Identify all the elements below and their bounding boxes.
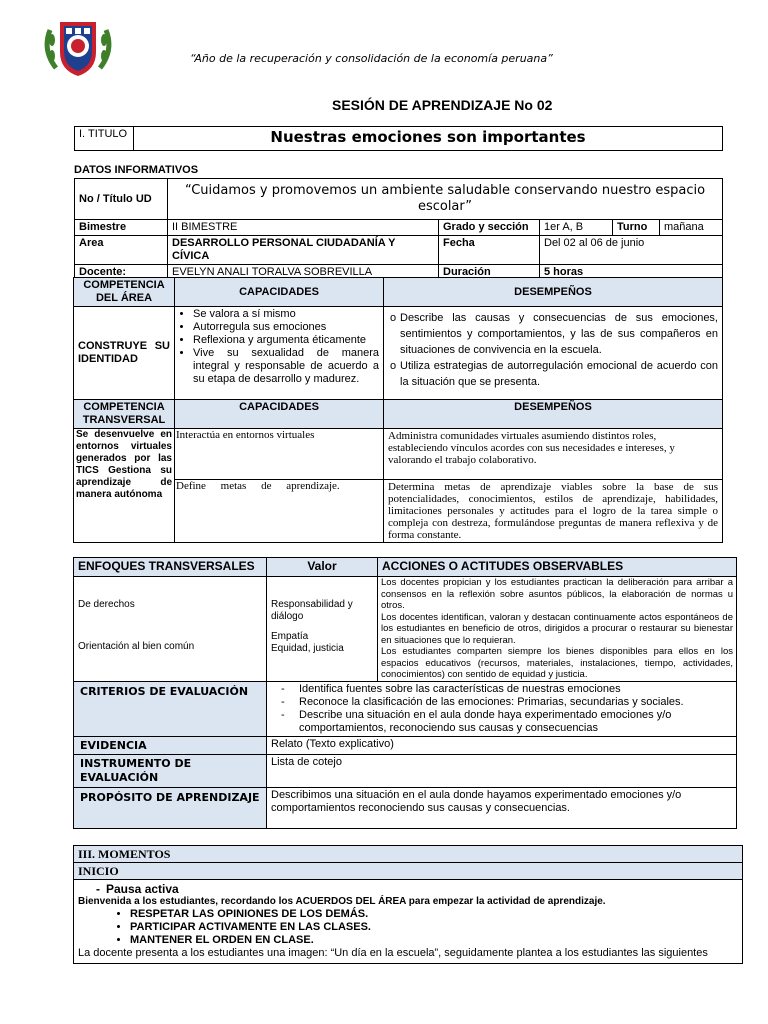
desempenos2-header: DESEMPEÑOS — [384, 400, 723, 429]
list-item: - Identifica fuentes sobre las características de nuestras emociones — [299, 683, 732, 696]
presenta-text: La docente presenta a los estudiantes una imagen: “Un día en la escuela”, seguidamente plantea a los estudiantes las siguientes — [78, 947, 708, 959]
acciones-cell — [378, 577, 737, 682]
evidencia-value: Relato (Texto explicativo) — [267, 736, 737, 754]
dash-marker: - — [96, 882, 100, 896]
list-item: - Reconoce la clasificación de las emociones: Primarias, secundarias y sociales. — [299, 696, 732, 709]
turno-value: mañana — [660, 220, 723, 236]
criterios-cell — [267, 681, 737, 736]
list-item: - Describe una situación en el aula donde haya experimentado emociones y/o comportamientos, reconociendo sus causas y consecuencias — [299, 709, 732, 735]
transversal-header: COMPETENCIA TRANSVERSAL — [74, 400, 175, 429]
motto: “Año de la recuperación y consolidación de la economía peruana” — [190, 52, 553, 65]
docente-value: EVELYN ANALI TORALVA SOBREVILLA — [168, 265, 439, 281]
turno-label: Turno — [613, 220, 660, 236]
fecha-value: Del 02 al 06 de junio — [540, 236, 723, 265]
inicio-content — [74, 880, 743, 964]
proposito-value: Describimos una situación en el aula donde hayamos experimentado emociones y/o comportamientos reconociendo sus causas y consecuencias. — [267, 787, 737, 828]
t-capacidad-1: Interactúa en entornos virtuales — [175, 429, 384, 480]
bimestre-value: II BIMESTRE — [168, 220, 439, 236]
title-value: Nuestras emociones son importantes — [134, 127, 723, 151]
capacidades-header: CAPACIDADES — [175, 278, 384, 307]
evidencia-label: EVIDENCIA — [74, 736, 267, 754]
area-label: Area — [75, 236, 168, 265]
momentos-heading: III. MOMENTOS — [74, 846, 743, 863]
title-table — [74, 126, 723, 151]
list-item: • Se valora a sí mismo — [193, 308, 379, 321]
acciones-header: ACCIONES O ACTITUDES OBSERVABLES — [378, 558, 737, 577]
list-item: • Reflexiona y argumenta éticamente — [193, 334, 379, 347]
datos-table — [74, 178, 723, 281]
school-logo — [40, 16, 116, 80]
list-item: o Describe las causas y consecuencias de sus emociones, sentimientos y comportamientos, y las de sus compañeros en situaciones de convivencia en la escuela. — [400, 310, 718, 358]
session-title: SESIÓN DE APRENDIZAJE No 02 — [332, 97, 553, 113]
instrumento-value: Lista de cotejo — [267, 754, 737, 787]
criterios-label: CRITERIOS DE EVALUACIÓN — [74, 681, 267, 736]
fecha-label: Fecha — [439, 236, 540, 265]
valores-cell — [267, 577, 378, 682]
valor-equidad: Equidad, justicia — [271, 643, 344, 654]
proposito-label: PROPÓSITO DE APRENDIZAJE — [74, 787, 267, 828]
list-item: • RESPETAR LAS OPINIONES DE LOS DEMÁS. — [130, 908, 738, 921]
bienvenida-text: Bienvenida a los estudiantes, recordando los ACUERDOS DEL ÁREA para empezar la actividad de aprendizaje. — [78, 896, 606, 907]
area-value: DESARROLLO PERSONAL CIUDADANÍA Y CÍVICA — [168, 236, 439, 265]
list-item: • Autorregula sus emociones — [193, 321, 379, 334]
capacidades2-header: CAPACIDADES — [175, 400, 384, 429]
list-item: • MANTENER EL ORDEN EN CLASE. — [130, 934, 738, 947]
desempenos-list — [384, 307, 723, 400]
competencia-transversal: Se desenvuelve en entornos virtuales generados por las TICS Gestiona su aprendizaje de manera autónoma — [74, 429, 175, 543]
enfoque-derechos: De derechos — [78, 599, 135, 610]
list-item: o Utiliza estrategias de autorregulación emocional de acuerdo con la situación que se presenta. — [400, 358, 718, 390]
t-capacidad-2: Define metas de aprendizaje. — [175, 480, 384, 543]
grado-label: Grado y sección — [439, 220, 540, 236]
t-desempeno-2: Determina metas de aprendizaje viables sobre la base de sus potencialidades, conocimientos, estilos de aprendizaje, habilidades, limitaciones personales y actitudes para el logro de la tarea simple o compleja con destreza, formulándose preguntas de manera reflexiva y de forma constante. — [384, 480, 723, 543]
bimestre-label: Bimestre — [75, 220, 168, 236]
duracion-label: Duración — [439, 265, 540, 281]
instrumento-label: INSTRUMENTO DE EVALUACIÓN — [74, 754, 267, 787]
capacidades-list — [175, 307, 384, 400]
enfoques-header: ENFOQUES TRANSVERSALES — [74, 558, 267, 577]
valor-header: Valor — [267, 558, 378, 577]
docente-label: Docente: — [75, 265, 168, 281]
pausa-activa — [78, 882, 738, 896]
desempenos-header: DESEMPEÑOS — [384, 278, 723, 307]
competencia-construye: CONSTRUYE SU IDENTIDAD — [74, 307, 175, 400]
enfoques-table — [73, 557, 737, 829]
competencia-header: COMPETENCIA DEL ÁREA — [74, 278, 175, 307]
accion-1: Los docentes propician y los estudiantes practican la deliberación para arribar a consensos en la reflexión sobre asuntos públicos, la elaboración de normas u otros. — [381, 577, 733, 611]
competencias-table — [73, 277, 723, 543]
valor-empatia: Empatía — [271, 631, 309, 642]
datos-heading: DATOS INFORMATIVOS — [74, 164, 199, 176]
title-label: I. TITULO — [75, 127, 134, 151]
accion-3: Los estudiantes comparten siempre los bienes disponibles para ellos en los espacios educativos (recursos, materiales, instalaciones, tiempo, actividades, conocimientos) con sentido de equidad y justicia. — [381, 646, 733, 680]
valor-responsabilidad: Responsabilidad y diálogo — [271, 599, 353, 622]
momentos-table — [73, 845, 743, 964]
list-item: • PARTICIPAR ACTIVAMENTE EN LAS CLASES. — [130, 921, 738, 934]
pausa-label: Pausa activa — [106, 882, 179, 896]
list-item: • Vive su sexualidad de manera integral y responsable de acuerdo a su etapa de desarrollo y madurez. — [193, 347, 379, 386]
accion-2: Los docentes identifican, valoran y destacan continuamente actos espontáneos de los estudiantes en beneficio de otros, dirigidos a procurar o restaurar su bienestar en situaciones que lo requieran. — [381, 611, 733, 646]
duracion-value: 5 horas — [540, 265, 723, 281]
enfoques-cell — [74, 577, 267, 682]
grado-value: 1er A, B — [540, 220, 613, 236]
inicio-heading: INICIO — [74, 863, 743, 880]
enfoque-bien-comun: Orientación al bien común — [78, 641, 195, 652]
t-desempeno-1: Administra comunidades virtuales asumiendo distintos roles, estableciendo vínculos acordes con sus necesidades e intereses, y valorando el trabajo colaborativo. — [384, 429, 723, 480]
ud-value: “Cuidamos y promovemos un ambiente saludable conservando nuestro espacio escolar” — [168, 179, 723, 220]
ud-label: No / Título UD — [75, 179, 168, 220]
